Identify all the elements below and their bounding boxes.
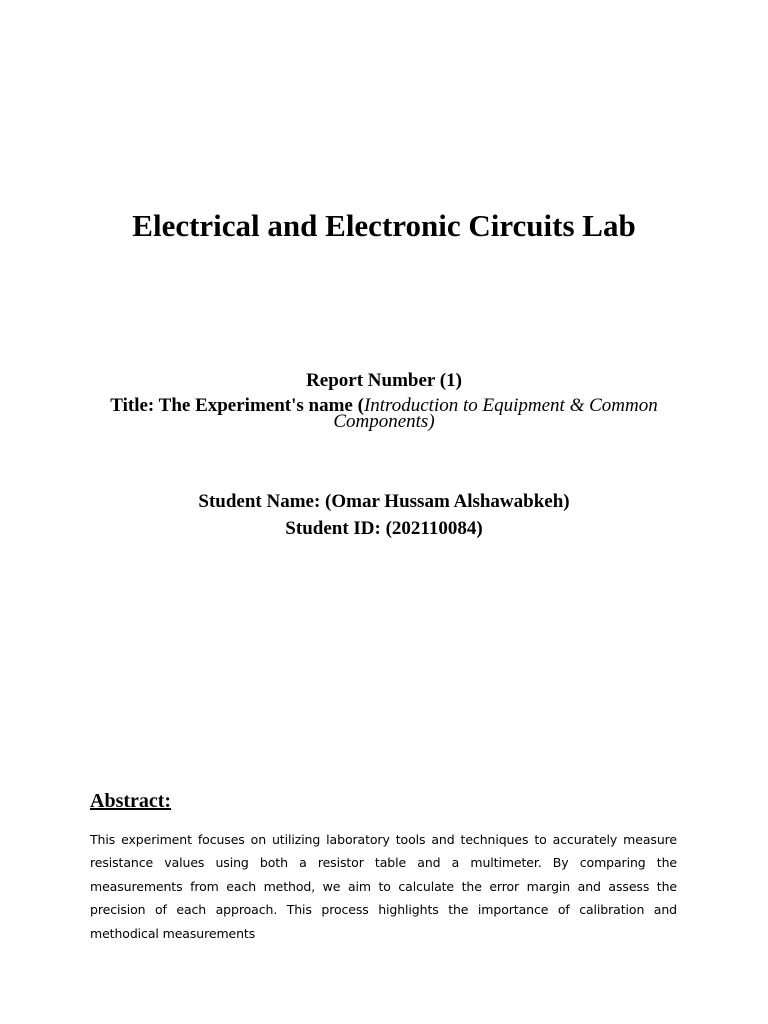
report-number: Report Number (1) <box>306 370 462 391</box>
experiment-title <box>90 395 678 432</box>
document-title: Electrical and Electronic Circuits Lab <box>132 208 636 243</box>
student-name: Student Name: (Omar Hussam Alshawabkeh) <box>198 491 570 512</box>
experiment-title-label: Title: The Experiment's name ( <box>110 395 364 416</box>
abstract-heading: Abstract: <box>90 790 172 812</box>
abstract-body: This experiment focuses on utilizing laboratory tools and techniques to accurately measure resistance values using both a resistor table and a multimeter. By comparing the measurements from each method, we aim to calculate the error margin and assess the precision of each approach. This process highlights the importance of calibration and methodical measurements <box>90 832 677 941</box>
student-id: Student ID: (202110084) <box>285 518 483 539</box>
experiment-name: Introduction to Equipment & Common Components) <box>333 395 658 432</box>
